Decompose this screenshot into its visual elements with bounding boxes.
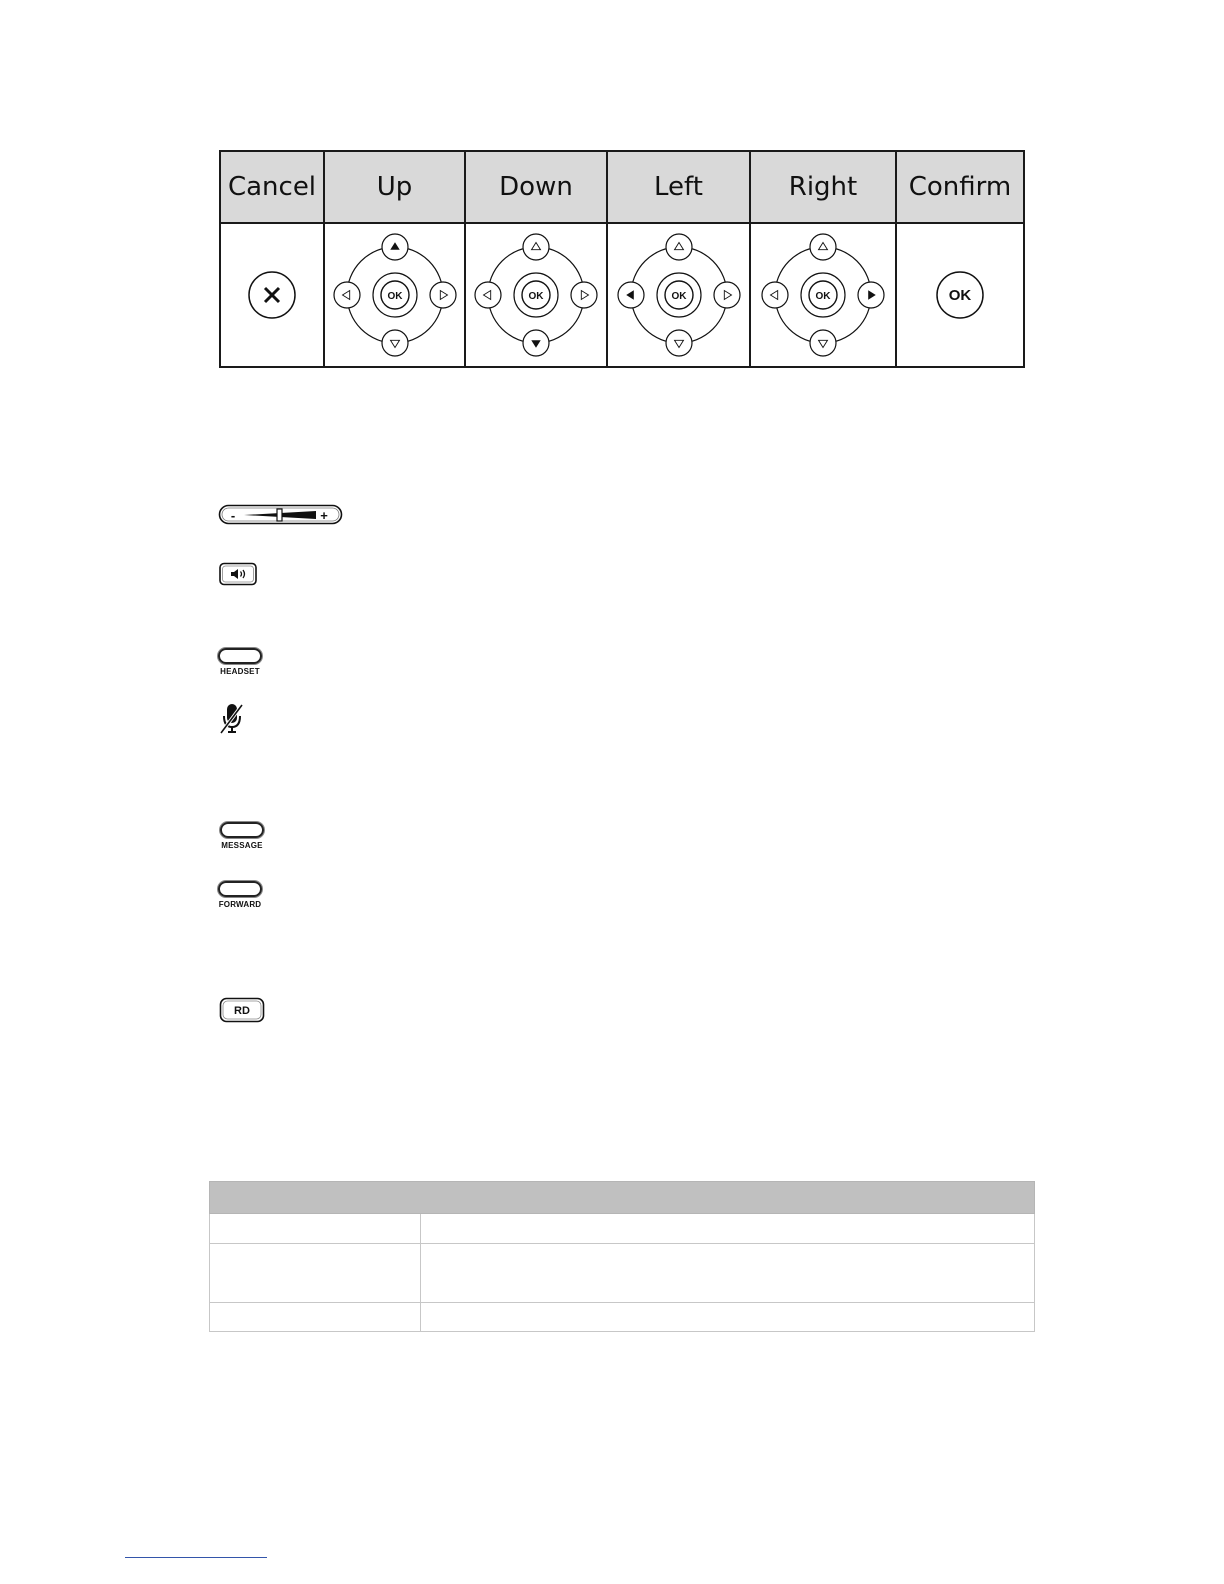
redial-key-label: RD (234, 1005, 250, 1017)
nav-down-key (666, 330, 692, 356)
ok-button-icon (934, 269, 986, 321)
nav-ok-label: OK (387, 291, 402, 302)
nav-right-key (858, 282, 884, 308)
nav-left-key (475, 282, 501, 308)
volume-plus-label: + (320, 508, 328, 523)
header-confirm: Confirm (896, 151, 1024, 223)
header-up: Up (324, 151, 465, 223)
table-header (210, 1182, 1035, 1214)
cell-cancel (220, 223, 324, 367)
nav-right-key (571, 282, 597, 308)
nav-left-key (334, 282, 360, 308)
navigation-keys-icon-row (220, 223, 1024, 367)
headset-key-button (218, 648, 262, 664)
header-down: Down (465, 151, 607, 223)
header-cancel: Cancel (220, 151, 324, 223)
table-cell (210, 1214, 421, 1244)
table-cell (210, 1303, 421, 1332)
navigation-pad-down-icon (471, 233, 601, 357)
table-header-row (210, 1182, 1035, 1214)
nav-ok-key (657, 273, 701, 317)
table-row (210, 1214, 1035, 1244)
cell-right (750, 223, 896, 367)
navigation-pad-up-icon (330, 233, 460, 357)
nav-up-key (666, 234, 692, 260)
table-cell (421, 1214, 1035, 1244)
key-description-table (209, 1181, 1035, 1332)
forward-key (218, 881, 262, 909)
nav-left-key (618, 282, 644, 308)
navigation-keys-header-row (220, 151, 1024, 223)
message-key-label: MESSAGE (221, 841, 263, 850)
nav-up-key (382, 234, 408, 260)
forward-key-label: FORWARD (218, 900, 262, 909)
nav-right-key (430, 282, 456, 308)
nav-ok-key (514, 273, 558, 317)
nav-up-key (810, 234, 836, 260)
nav-up-key (523, 234, 549, 260)
nav-ok-label: OK (671, 291, 686, 302)
nav-ok-key (801, 273, 845, 317)
table-cell (421, 1244, 1035, 1303)
mute-microphone-icon (218, 702, 246, 736)
table-row (210, 1244, 1035, 1303)
nav-down-key (810, 330, 836, 356)
cancel-x-icon (246, 269, 298, 321)
cell-down (465, 223, 607, 367)
headset-key (218, 648, 262, 676)
volume-minus-label: - (230, 508, 236, 523)
forward-key-button (218, 881, 262, 897)
message-key (219, 822, 265, 850)
navigation-pad-right-icon (758, 233, 888, 357)
nav-down-key (382, 330, 408, 356)
table-cell (421, 1303, 1035, 1332)
table-cell (210, 1244, 421, 1303)
nav-down-key (523, 330, 549, 356)
headset-key-label: HEADSET (220, 667, 260, 676)
cell-confirm (896, 223, 1024, 367)
cell-up (324, 223, 465, 367)
nav-left-key (762, 282, 788, 308)
cell-left (607, 223, 750, 367)
nav-ok-label: OK (528, 291, 544, 302)
header-right: Right (750, 151, 896, 223)
ok-button-label: OK (948, 287, 972, 304)
header-left: Left (607, 151, 750, 223)
nav-ok-label: OK (815, 291, 831, 302)
table-row (210, 1303, 1035, 1332)
message-key-button (220, 822, 264, 838)
speaker-icon (219, 562, 257, 586)
volume-bar-icon (218, 503, 344, 527)
redial-key-icon (219, 997, 265, 1023)
nav-ok-key (373, 273, 417, 317)
footnote-separator (125, 1557, 267, 1558)
nav-right-key (714, 282, 740, 308)
navigation-keys-table (219, 150, 1025, 368)
navigation-pad-left-icon (614, 233, 744, 357)
